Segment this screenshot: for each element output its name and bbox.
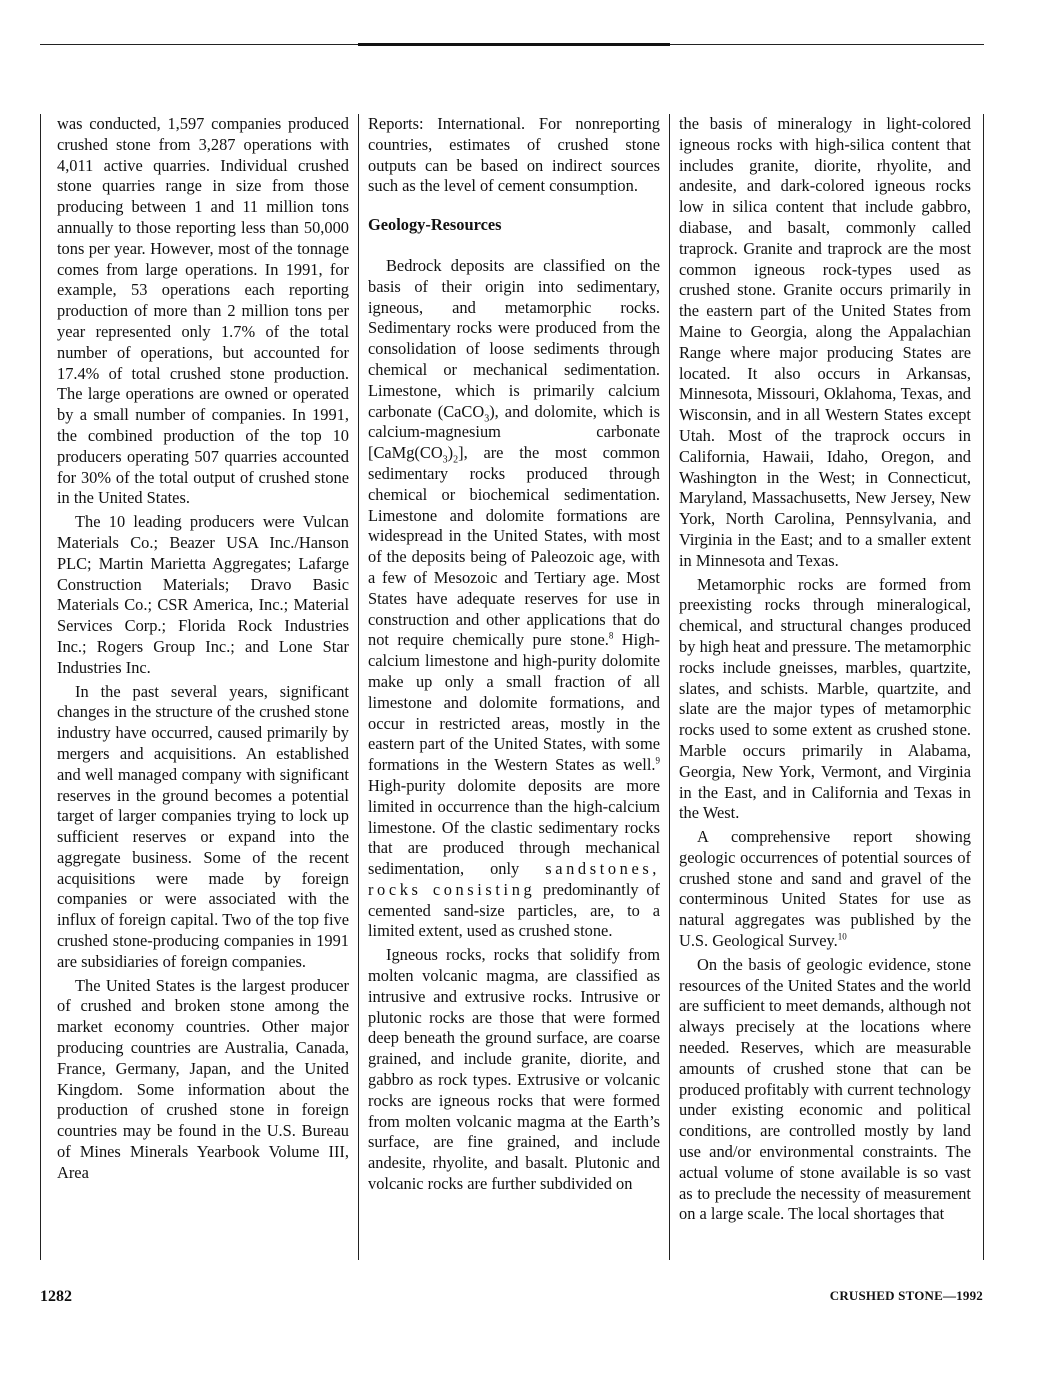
paragraph-leading-producers: The 10 leading producers were Vulcan Materials Co.; Beazer USA Inc./Hanson PLC; Martin Marietta Aggregates; Lafarge Construction Materials; Dravo Basic Materials Co.; CSR America, Inc.; Material Services Corp.; Florida Rock Industries Inc.; Rogers Group Inc.; and Lone Star Industries Inc. bbox=[57, 512, 349, 677]
section-heading-geology-resources: Geology-Resources bbox=[368, 215, 502, 235]
header-rule-accent bbox=[358, 43, 670, 46]
column-3 bbox=[679, 114, 971, 1225]
column-1 bbox=[57, 114, 349, 1184]
paragraph-industry-structure: was conducted, 1,597 companies produced crushed stone from 3,287 operations with 4,011 active quarries. Individual crushed stone quarries range in size from those producing between 1 and 11 million tons annually to those reporting less than 50,000 tons per year. However, most of the tonnage comes from large operations. In 1991, for example, 53 operations each reporting production of more than 2 million tons per year represented only 1.7% of the total number of operations, but accounted for 17.4% of total crushed stone production. The large operations are owned or operated by a small number of companies. In 1991, the combined production of the top 10 producers operating 507 quarries accounted for 30% of the total output of crushed stone in the United States. bbox=[57, 114, 349, 508]
paragraph-igneous-rocks: Igneous rocks, rocks that solidify from molten volcanic magma, are classified as intrusive and extrusive rocks. Intrusive or plutonic rocks are those that were formed deep beneath the ground surface, are coarse grained, and include granite, diorite, and gabbro as rock types. Extrusive or volcanic rocks are igneous rocks that were formed from molten volcanic magma at the Earth’s surface, are fine grained, and include andesite, rhyolite, and basalt. Plutonic and volcanic rocks are further subdivided on bbox=[368, 945, 660, 1194]
paragraph-stone-resources: On the basis of geologic evidence, stone resources of the United States and the world are sufficient to meet demands, although not always precisely at the locations where needed. Reserves, which are measurable amounts of crushed stone that can be produced profitably with current technology under existing economic and political conditions, are controlled mostly by land use and/or environmental constraints. The actual volume of stone available is so vast as to preclude the necessity of measurement on a large scale. The local shortages that bbox=[679, 954, 971, 1224]
column-2 bbox=[368, 114, 660, 1195]
footnote-ref-10: 10 bbox=[837, 931, 847, 942]
column-rule-right bbox=[983, 114, 984, 1260]
footnote-ref-8: 8 bbox=[608, 630, 614, 641]
footnote-ref-9: 9 bbox=[655, 755, 660, 766]
running-footer: CRUSHED STONE—1992 bbox=[829, 1288, 983, 1303]
paragraph-world-producers: The United States is the largest producer of crushed and broken stone among the market economy countries. Other major producing countries are Australia, Canada, France, Germany, Japan, and the United Kingdom. Some information about the production of crushed stone in foreign countries may be found in the U.S. Bureau of Mines Minerals Yearbook Volume III, Area bbox=[57, 975, 349, 1182]
paragraph-igneous-mineralogy: the basis of mineralogy in light-colored igneous rocks with high-silica content that includes granite, diorite, rhyolite, and andesite, and dark-colored igneous rocks low in silica content that include gabbro, diabase, and basalt, commonly called traprock. Granite and traprock are the most common igneous rock-types used as crushed stone. Granite occurs primarily in the eastern part of the United States from Maine to Georgia, along the Appalachian Range where major producing States are located. It also occurs in Arkansas, Minnesota, Missouri, Oklahoma, Texas, and Wisconsin, and in all Western States except Utah. Most of the traprock occurs in California, Hawaii, Idaho, Oregon, and Washington in the West; in Connecticut, Maryland, Massachusetts, New Jersey, New York, North Carolina, Pennsylvania, and Virginia in the East; and to a smaller extent in Minnesota and Texas. bbox=[679, 114, 971, 570]
column-rule-left bbox=[40, 114, 41, 1260]
paragraph-sedimentary-rocks: Bedrock deposits are classified on the basis of their origin into sedimentary, igneous, and metamorphic rocks. Sedimentary rocks were produced from the consolidation of loose sediments through chemical or mechanical sedimentation. Limestone, which is primarily calcium carbonate (CaCO$_3$), and dolomite, which is calcium-magnesium carbonate $[CaMg(CO_3)_2]$, are the most common sedimentary rocks produced through chemical or biochemical sedimentation. Limestone and dolomite formations are widespread in the United States, with most of the deposits being of Paleozoic age, with a few of Mesozoic and Tertiary age. Most States have adequate reserves for use in construction and other applications that do not require chemically pure stone.$^8$ High-calcium limestone and high-purity dolomite make up only a small fraction of all limestone and dolomite formations, and occur in restricted areas, mostly in the eastern part of the United States, with some formations in the Western States as well.$^9$ High-purity dolomite deposits are more limited in occurrence than the high-calcium limestone. Of the clastic sedimentary rocks that are produced through mechanical sedimentation, only sandstones, rocks consisting predominantly of cemented sand-size particles, are, to a limited extent, used as crushed stone. bbox=[368, 255, 661, 941]
paragraph-metamorphic-rocks: Metamorphic rocks are formed from preexisting rocks through mineralogical, chemical, and structural changes produced by high heat and pressure. The metamorphic rocks include gneisses, marbles, quartzite, slates, and schists. Marble, quartzite, and slate are the major types of metamorphic rocks used to some extent as crushed stone. Marble occurs primarily in Alabama, Georgia, New York, Vermont, and Virginia in the East, and in California and Texas in the West. bbox=[679, 574, 971, 823]
column-rule-2-3 bbox=[669, 114, 670, 1260]
paragraph-area-reports: Reports: International. For nonreporting countries, estimates of crushed stone outputs can be based on indirect sources such as the level of cement consumption. bbox=[368, 114, 660, 196]
column-rule-1-2 bbox=[358, 114, 359, 1260]
paragraph-usgs-report: A comprehensive report showing geologic occurrences of potential sources of crushed stone and sand and gravel of the conterminous United States for use as natural aggregates was published by the U.S. Geological Survey.$^{10}$ bbox=[679, 827, 971, 951]
page-number: 1282 bbox=[40, 1288, 72, 1305]
paragraph-mergers-acquisitions: In the past several years, significant changes in the structure of the crushed stone industry have occurred, caused primarily by mergers and acquisitions. An established and well managed company with significant reserves in the ground becomes a potential target of larger companies trying to lock up sufficient reserves or expand into the aggregate business. Some of the recent acquisitions were made by foreign companies or were associated with the influx of foreign capital. Two of the top five crushed stone-producing companies in 1991 are subsidiaries of foreign companies. bbox=[57, 681, 349, 971]
